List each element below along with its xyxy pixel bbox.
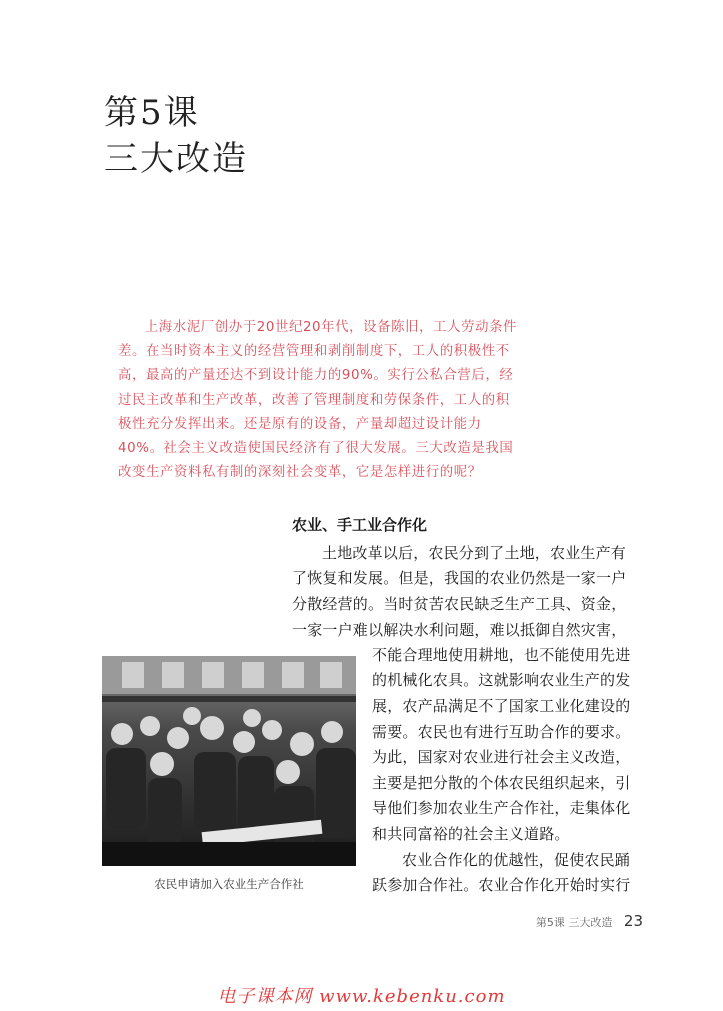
lesson-name: 三大改造 xyxy=(104,139,248,179)
page-footer xyxy=(536,912,643,930)
photo-illustration xyxy=(102,656,356,866)
body-line: 导他们参加农业生产合作社，走集体化 xyxy=(372,799,631,817)
body-line: 一家一户难以解决水利问题，难以抵御自然灾害， xyxy=(292,621,627,639)
photo-caption: 农民申请加入农业生产合作社 xyxy=(154,877,304,891)
section-heading: 农业、手工业合作化 xyxy=(292,516,428,534)
body-line: 土地改革以后，农民分到了土地，农业生产有 xyxy=(322,544,627,562)
site-watermark: 电子课本网 www.kebenku.com xyxy=(217,986,506,1007)
body-line: 为此，国家对农业进行社会主义改造， xyxy=(372,748,631,766)
body-line: 需要。农民也有进行互助合作的要求。 xyxy=(372,723,631,741)
running-title: 第5课 三大改造 xyxy=(535,916,613,929)
historical-photo xyxy=(102,656,356,866)
intro-text: 上海水泥厂创办于20世纪20年代，设备陈旧，工人劳动条件差。在当时资本主义的经营管理和剥削制度下，工人的积极性不高，最高的产量还达不到设计能力的90%。实行公私合营后，经过民主改革和生产改革，改善了管理制度和劳保条件，工人的积极性充分发挥出来。还是原有的设备，产量却超过设计能力40%。社会主义改造使国民经济有了很大发展。三大改造是我国改变生产资料私有制的深刻社会变革，它是怎样进行的呢？ xyxy=(118,320,518,481)
body-line: 农业合作化的优越性，促使农民踊 xyxy=(402,851,631,869)
body-line: 和共同富裕的社会主义道路。 xyxy=(372,825,570,843)
body-line: 的机械化农具。这就影响农业生产的发 xyxy=(372,671,631,689)
body-line: 不能合理地使用耕地，也不能使用先进 xyxy=(372,646,631,664)
body-line: 跃参加合作社。农业合作化开始时实行 xyxy=(372,876,631,894)
intro-passage xyxy=(118,316,518,485)
lesson-title xyxy=(104,90,248,182)
body-line: 展，农产品满足不了国家工业化建设的 xyxy=(372,697,631,715)
page-number: 23 xyxy=(623,912,643,930)
body-line: 主要是把分散的个体农民组织起来，引 xyxy=(372,774,631,792)
body-line: 分散经营的。当时贫苦农民缺乏生产工具、资金， xyxy=(292,595,627,613)
body-line: 了恢复和发展。但是，我国的农业仍然是一家一户 xyxy=(292,569,627,587)
lesson-number: 第5课 xyxy=(104,93,200,133)
